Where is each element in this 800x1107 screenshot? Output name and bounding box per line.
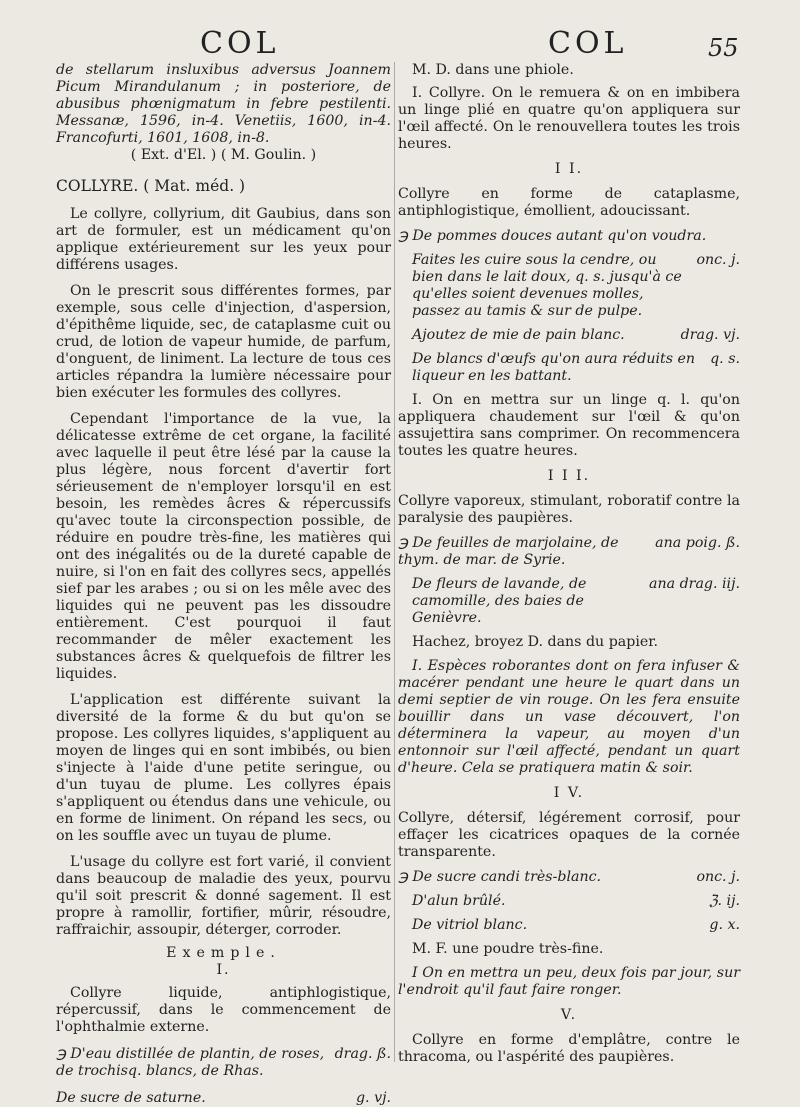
right-column [398, 62, 740, 1066]
quantity: g. vj. [355, 1090, 391, 1106]
ingredient: De blancs d'œufs qu'on aura réduits en liqueur en les battant. [412, 351, 696, 384]
instruction: I. Collyre. On le remuera & on en imbibera un linge plié en quatre qu'on appliquera sur l'œil affecté. On le renouvellera toutes les trois heures. [398, 85, 740, 152]
recipe-line [398, 252, 740, 320]
recipe-line [398, 917, 740, 934]
section-number: I I I. [547, 468, 591, 484]
instruction: I. On en mettra sur un linge q. l. qu'on appliquera chaudement sur l'œil & qu'on assujettira sans comprimer. On recommencera toutes les quatre heures. [398, 392, 740, 459]
recipe-line: M. F. une poudre très-fine. [412, 941, 604, 957]
quantity: ana poig. ß. [655, 535, 740, 551]
section-number: I. [216, 962, 231, 978]
recipe-title: Collyre en forme de cataplasme, antiphlogistique, émollient, adoucissant. [398, 186, 740, 219]
recipe-line [56, 1046, 391, 1080]
continued-paragraph: de stellarum insluxibus adversus Joannem Picum Mirandulanum ; in posteriore, de abusibus phœnigmatum in febre pestilenti. Messanæ, 1596, in-4. Venetiis, 1600, in-4. Francofurti, 1601, 1608, in-8. [56, 62, 391, 146]
instruction: I On en mettra un peu, deux fois par jour, sur l'endroit qu'il faut faire ronger. [398, 965, 740, 998]
quantity: onc. j. [696, 252, 740, 268]
quantity: onc. j. [696, 869, 740, 885]
paragraph: L'application est différente suivant la diversité de la forme & du but qu'on se propose. Les collyres liquides, s'appliquent au moyen de linges qui en sont imbibés, ou bien s'injecte à l'aide d'une petite seringue, ou d'un tuyau de plume. Les collyres épais s'appliquent ou étendus dans une vehicule, ou en forme de liniment. On répand les secs, ou on les souffle avec un tuyau de plume. [56, 692, 391, 844]
ingredient: D'alun brûlé. [412, 893, 506, 909]
recipe-title: Collyre en forme d'emplâtre, contre le thracoma, ou l'aspérité des paupières. [398, 1032, 740, 1065]
recipe-line [398, 869, 740, 886]
column-divider [394, 62, 395, 1062]
quantity: g. x. [709, 917, 740, 933]
ingredient: ℈ De feuilles de marjolaine, de thym. de mar. de Syrie. [398, 535, 619, 568]
ingredient: De sucre de saturne. [56, 1090, 206, 1106]
source-line: ( Ext. d'El. ) ( M. Goulin. ) [130, 147, 317, 163]
instruction: I. Espèces roborantes dont on fera infuser & macérer pendant une heure le quart dans un demi septier de vin rouge. On les fera ensuite bouillir dans un vase découvert, l'on déterminera la vapeur, au moyen d'un entonnoir sur l'œil affecté, pendant un quart d'heure. Cela se pratiquera matin & soir. [398, 658, 740, 776]
quantity: ana drag. iij. [649, 576, 740, 592]
recipe-title: Collyre, détersif, légérement corrosif, pour effaçer les cicatrices opaques de la cornée transparente. [398, 810, 740, 860]
paragraph: On le prescrit sous différentes formes, par exemple, sous celle d'injection, d'aspersion, d'épithême liquide, sec, de cataplasme cuit ou crud, de lotion de vapeur humide, de parfum, d'onguent, de liniment. La lecture de tous ces articles répandra la lumière nécessaire pour bien exécuter les formules des collyres. [56, 283, 391, 401]
section-number: V. [560, 1007, 578, 1023]
ingredient: ℈ De sucre candi très-blanc. [398, 869, 602, 885]
ingredient: De fleurs de lavande, de camomille, des baies de Genièvre. [412, 576, 587, 626]
quantity: ℨ. ij. [708, 893, 740, 909]
section-number: I V. [553, 785, 585, 801]
running-head-left: COL [200, 26, 280, 61]
paragraph: Cependant l'importance de la vue, la délicatesse extrême de cet organe, la facilité avec laquelle il peut être lésé par la cause la plus légère, nous forcent d'avertir fort sérieusement de n'employer lorsqu'il en est besoin, les remèdes âcres & répercussifs qu'avec toute la circonspection possible, de réduire en poudre très-fine, les matières qui ont des inégalités ou de la dureté capable de nuire, si l'on en fait des collyres secs, appellés sief par les arabes ; ou si on les mêle avec des liquides qui ne peuvent pas les dissoudre entièrement. C'est pourquoi il faut recommander de mêler exactement les substances âcres & quelquefois de filtrer les liquides. [56, 411, 391, 682]
recipe-title: Collyre liquide, antiphlogistique, répercussif, dans le commencement de l'ophthalmie externe. [56, 985, 391, 1035]
entry-title: COLLYRE. ( Mat. méd. ) [56, 177, 246, 195]
recipe-title: Collyre vaporeux, stimulant, roboratif contre la paralysie des paupières. [398, 493, 740, 526]
recipe-line [398, 327, 740, 344]
ingredient: De vitriol blanc. [412, 917, 528, 933]
ingredient: Ajoutez de mie de pain blanc. [412, 327, 625, 343]
left-column [56, 62, 391, 1107]
recipe-line: ℈ De pommes douces autant qu'on voudra. [398, 228, 707, 244]
recipe-line [398, 535, 740, 569]
quantity: drag. ß. [334, 1046, 391, 1062]
running-head-right: COL [548, 26, 628, 61]
page-number: 55 [708, 34, 739, 62]
recipe-line [398, 351, 740, 385]
paragraph: L'usage du collyre est fort varié, il convient dans beaucoup de maladie des yeux, pourvu qu'il soit prescrit & donné sagement. Il est propre à ramollir, fortifier, mûrir, résoudre, raffraichir, assoupir, déterger, corroder. [56, 854, 391, 938]
section-number: I I. [554, 161, 584, 177]
ingredient: Faites les cuire sous la cendre, ou bien dans le lait doux, q. s. jusqu'à ce qu'elles soient devenues molles, passez au tamis & sur de pulpe. [412, 252, 682, 319]
recipe-line: Hachez, broyez D. dans du papier. [412, 634, 658, 650]
example-heading: Exemple. [166, 945, 281, 961]
quantity: drag. vj. [680, 327, 740, 343]
quantity: q. s. [710, 351, 740, 367]
paragraph: Le collyre, collyrium, dit Gaubius, dans son art de formuler, est un médicament qu'on applique extérieurement sur les yeux pour différens usages. [56, 206, 391, 273]
recipe-line [398, 893, 740, 910]
ingredient: ℈ D'eau distillée de plantin, de roses, de trochisq. blancs, de Rhas. [56, 1046, 325, 1079]
recipe-line [398, 576, 740, 627]
instruction: M. D. dans une phiole. [412, 62, 574, 78]
